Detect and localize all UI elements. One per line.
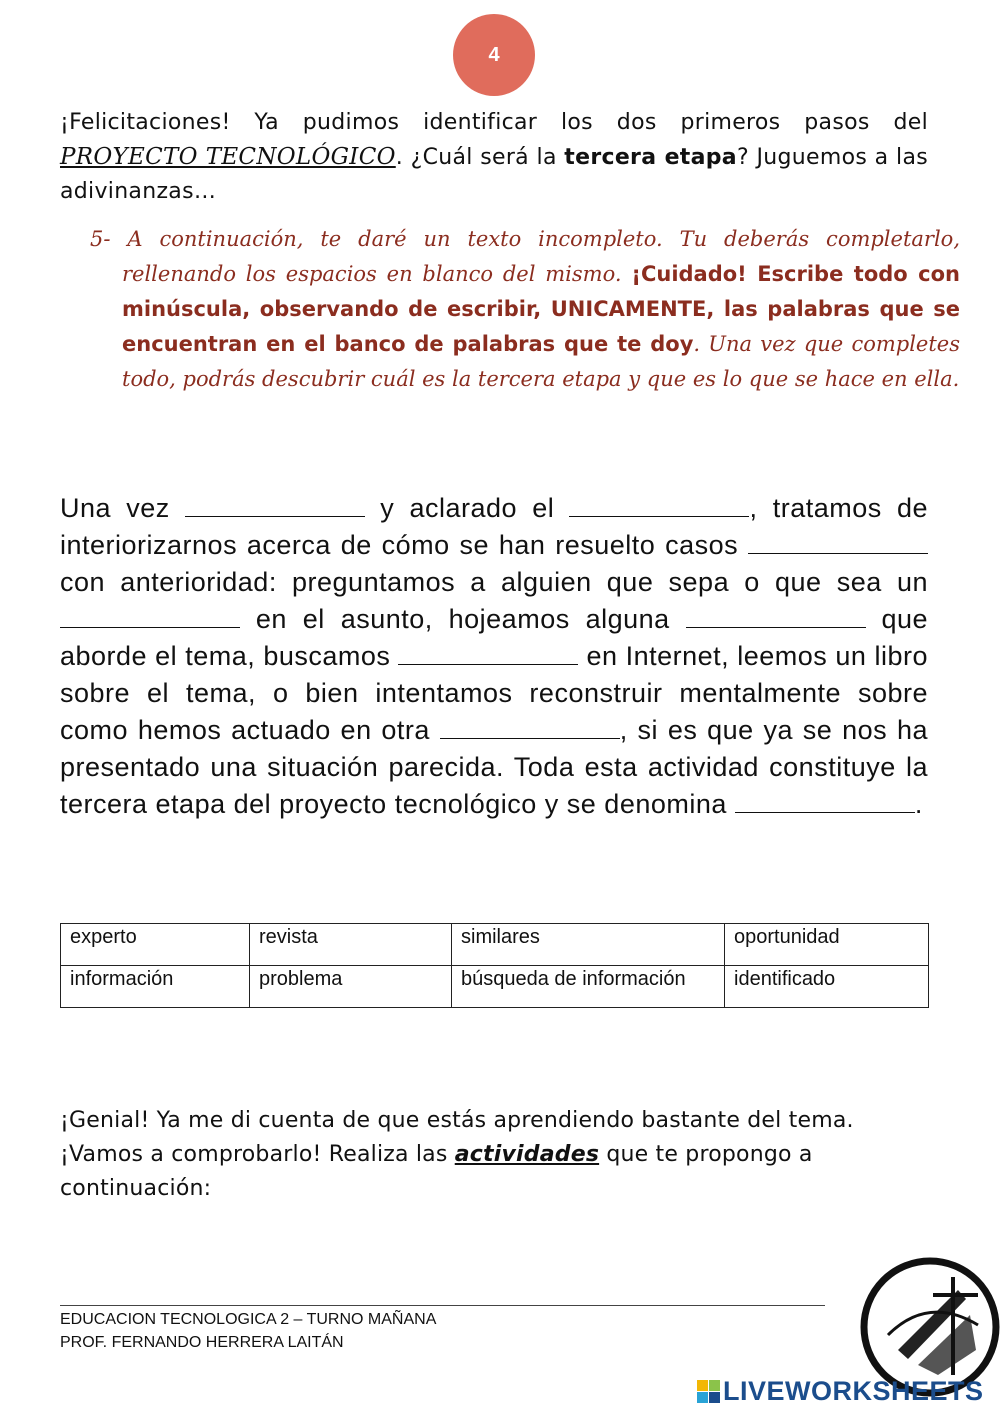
word-cell: información: [61, 966, 250, 1008]
page-number-badge: [453, 14, 535, 96]
page-number: 4: [488, 43, 500, 66]
cloze-segment: , tratamos de interiorizarnos acerca de cómo se han resuelto casos: [60, 493, 928, 560]
blank-input-7[interactable]: [440, 712, 620, 739]
instruction-lead: 5- A continuación, te daré un texto incompleto. Tu deberás completarlo, rellenando los espacios en blanco del mismo.: [90, 227, 960, 286]
liveworksheets-watermark: [697, 1376, 984, 1407]
word-cell: similares: [452, 924, 725, 966]
table-row: [61, 966, 929, 1008]
word-cell: oportunidad: [725, 924, 929, 966]
closing-text-2: que te propongo a continuación:: [60, 1142, 813, 1201]
blank-input-2[interactable]: [569, 490, 749, 517]
cloze-segment: en el asunto, hojeamos alguna: [240, 604, 686, 634]
word-cell: identificado: [725, 966, 929, 1008]
word-cell: búsqueda de información: [452, 966, 725, 1008]
activities-text: actividades: [454, 1142, 600, 1167]
cloze-segment: Una vez: [60, 493, 185, 523]
cloze-segment: , si es que ya se nos ha presentado una situación parecida. Toda esta actividad constituye la tercera etapa del proyecto tecnológico y se denomina: [60, 715, 928, 819]
intro-text-2: . ¿Cuál será la: [395, 145, 565, 170]
footer-teacher: PROF. FERNANDO HERRERA LAITÁN: [60, 1334, 344, 1351]
footer-course: EDUCACION TECNOLOGICA 2 – TURNO MAÑANA: [60, 1311, 437, 1328]
intro-text-3: ? Juguemos a las adivinanzas…: [60, 145, 928, 204]
cloze-segment: .: [914, 789, 923, 819]
intro-text-1: ¡Felicitaciones! Ya pudimos identificar los dos primeros pasos del: [60, 110, 928, 135]
closing-text-1: ¡Genial! Ya me di cuenta de que estás aprendiendo bastante del tema. ¡Vamos a comprobarlo! Realiza las: [60, 1108, 854, 1167]
instruction-paragraph: [90, 222, 960, 397]
word-cell: problema: [250, 966, 452, 1008]
table-row: [61, 924, 929, 966]
instruction-tail: . Una vez que completes todo, podrás descubrir cuál es la tercera etapa y que es lo que se hace en ella.: [122, 332, 960, 391]
third-stage-text: tercera etapa: [564, 145, 737, 170]
instruction-warning: ¡Cuidado! Escribe todo con minúscula, observando de escribir, UNICAMENTE, las palabras que se encuentran en el banco de palabras que te doy: [122, 262, 960, 356]
cloze-segment: con anterioridad: preguntamos a alguien que sepa o que sea un: [60, 567, 928, 597]
closing-paragraph: [60, 1104, 930, 1206]
intro-paragraph: [60, 106, 928, 209]
cloze-segment: y aclarado el: [365, 493, 570, 523]
blank-input-3[interactable]: [748, 527, 928, 554]
word-cell: revista: [250, 924, 452, 966]
footer: [60, 1308, 436, 1354]
blank-input-5[interactable]: [686, 601, 866, 628]
project-title: PROYECTO TECNOLÓGICO: [60, 144, 396, 170]
word-bank-table: [60, 923, 929, 1008]
blank-input-4[interactable]: [60, 601, 240, 628]
blank-input-8[interactable]: [735, 786, 915, 813]
cloze-segment: en Internet, leemos un libro sobre el tema, o bien intentamos reconstruir mentalmente sobre como hemos actuado en otra: [60, 641, 928, 745]
cloze-segment: que aborde el tema, buscamos: [60, 604, 928, 671]
liveworksheets-logo-icon: [697, 1380, 720, 1403]
blank-input-6[interactable]: [398, 638, 578, 665]
word-cell: experto: [61, 924, 250, 966]
footer-divider: [60, 1305, 825, 1306]
cloze-text: [60, 490, 928, 823]
watermark-text: LIVEWORKSHEETS: [723, 1376, 984, 1406]
blank-input-1[interactable]: [185, 490, 365, 517]
